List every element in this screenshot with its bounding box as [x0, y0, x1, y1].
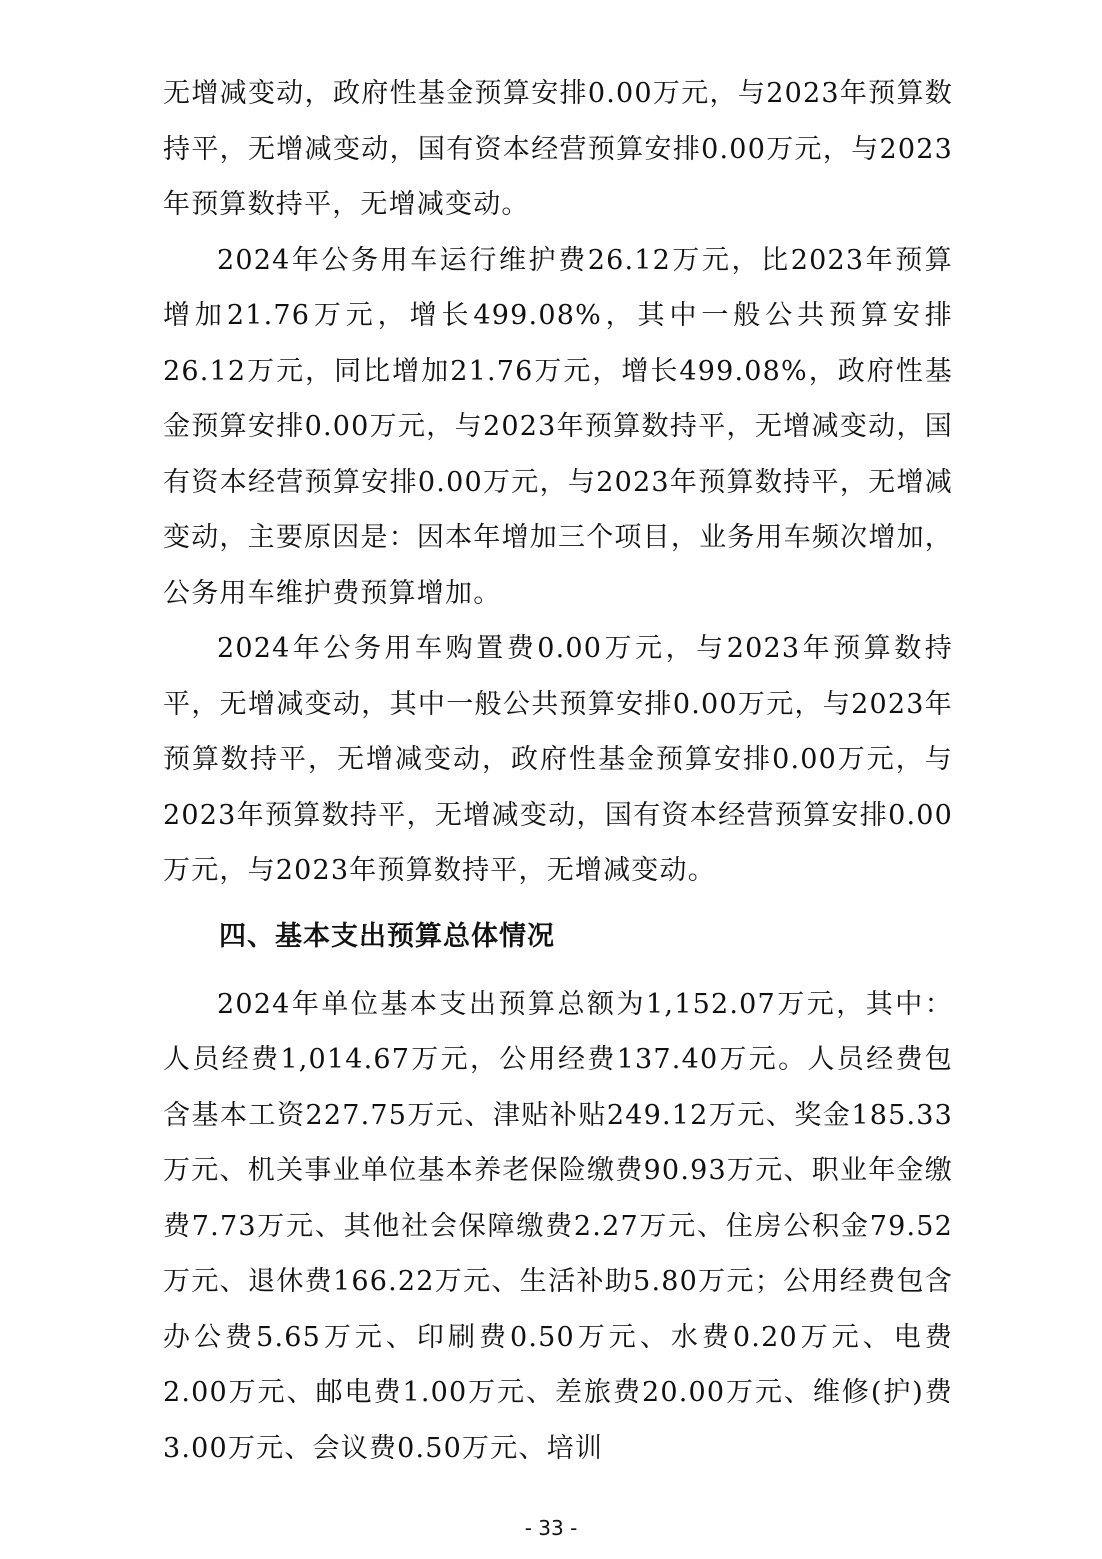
paragraph-basic-expenditure: 2024年单位基本支出预算总额为1,152.07万元，其中：人员经费1,014.67万元，公用经费137.40万元。人员经费包含基本工资227.75万元、津贴补贴249.12万元、奖金185.33万元、机关事业单位基本养老保险缴费90.93万元、职业年金缴费7.73万元、其他社会保障缴费2.27万元、住房公积金79.52万元、退休费166.22万元、生活补助5.80万元；公用经费包含办公费5.65万元、印刷费0.50万元、水费0.20万元、电费2.00万元、邮电费1.00万元、差旅费20.00万元、维修(护)费3.00万元、会议费0.50万元、培训: [163, 988, 953, 1464]
document-body: [163, 66, 953, 1476]
paragraph-continuation: 无增减变动，政府性基金预算安排0.00万元，与2023年预算数持平，无增减变动，国有资本经营预算安排0.00万元，与2023年预算数持平，无增减变动。: [163, 78, 953, 220]
page-number: - 33 -: [524, 1516, 578, 1540]
paragraph-vehicle-purchase: 2024年公务用车购置费0.00万元，与2023年预算数持平，无增减变动，其中一般公共预算安排0.00万元，与2023年预算数持平，无增减变动，政府性基金预算安排0.00万元，与2023年预算数持平，无增减变动，国有资本经营预算安排0.00万元，与2023年预算数持平，无增减变动。: [163, 633, 953, 886]
paragraph-vehicle-maintenance: 2024年公务用车运行维护费26.12万元，比2023年预算增加21.76万元，增长499.08%，其中一般公共预算安排26.12万元，同比增加21.76万元，增长499.08%，政府性基金预算安排0.00万元，与2023年预算数持平，无增减变动，国有资本经营预算安排0.00万元，与2023年预算数持平，无增减变动，主要原因是：因本年增加三个项目，业务用车频次增加，公务用车维护费预算增加。: [163, 244, 953, 609]
section-heading: 四、基本支出预算总体情况: [219, 920, 555, 952]
